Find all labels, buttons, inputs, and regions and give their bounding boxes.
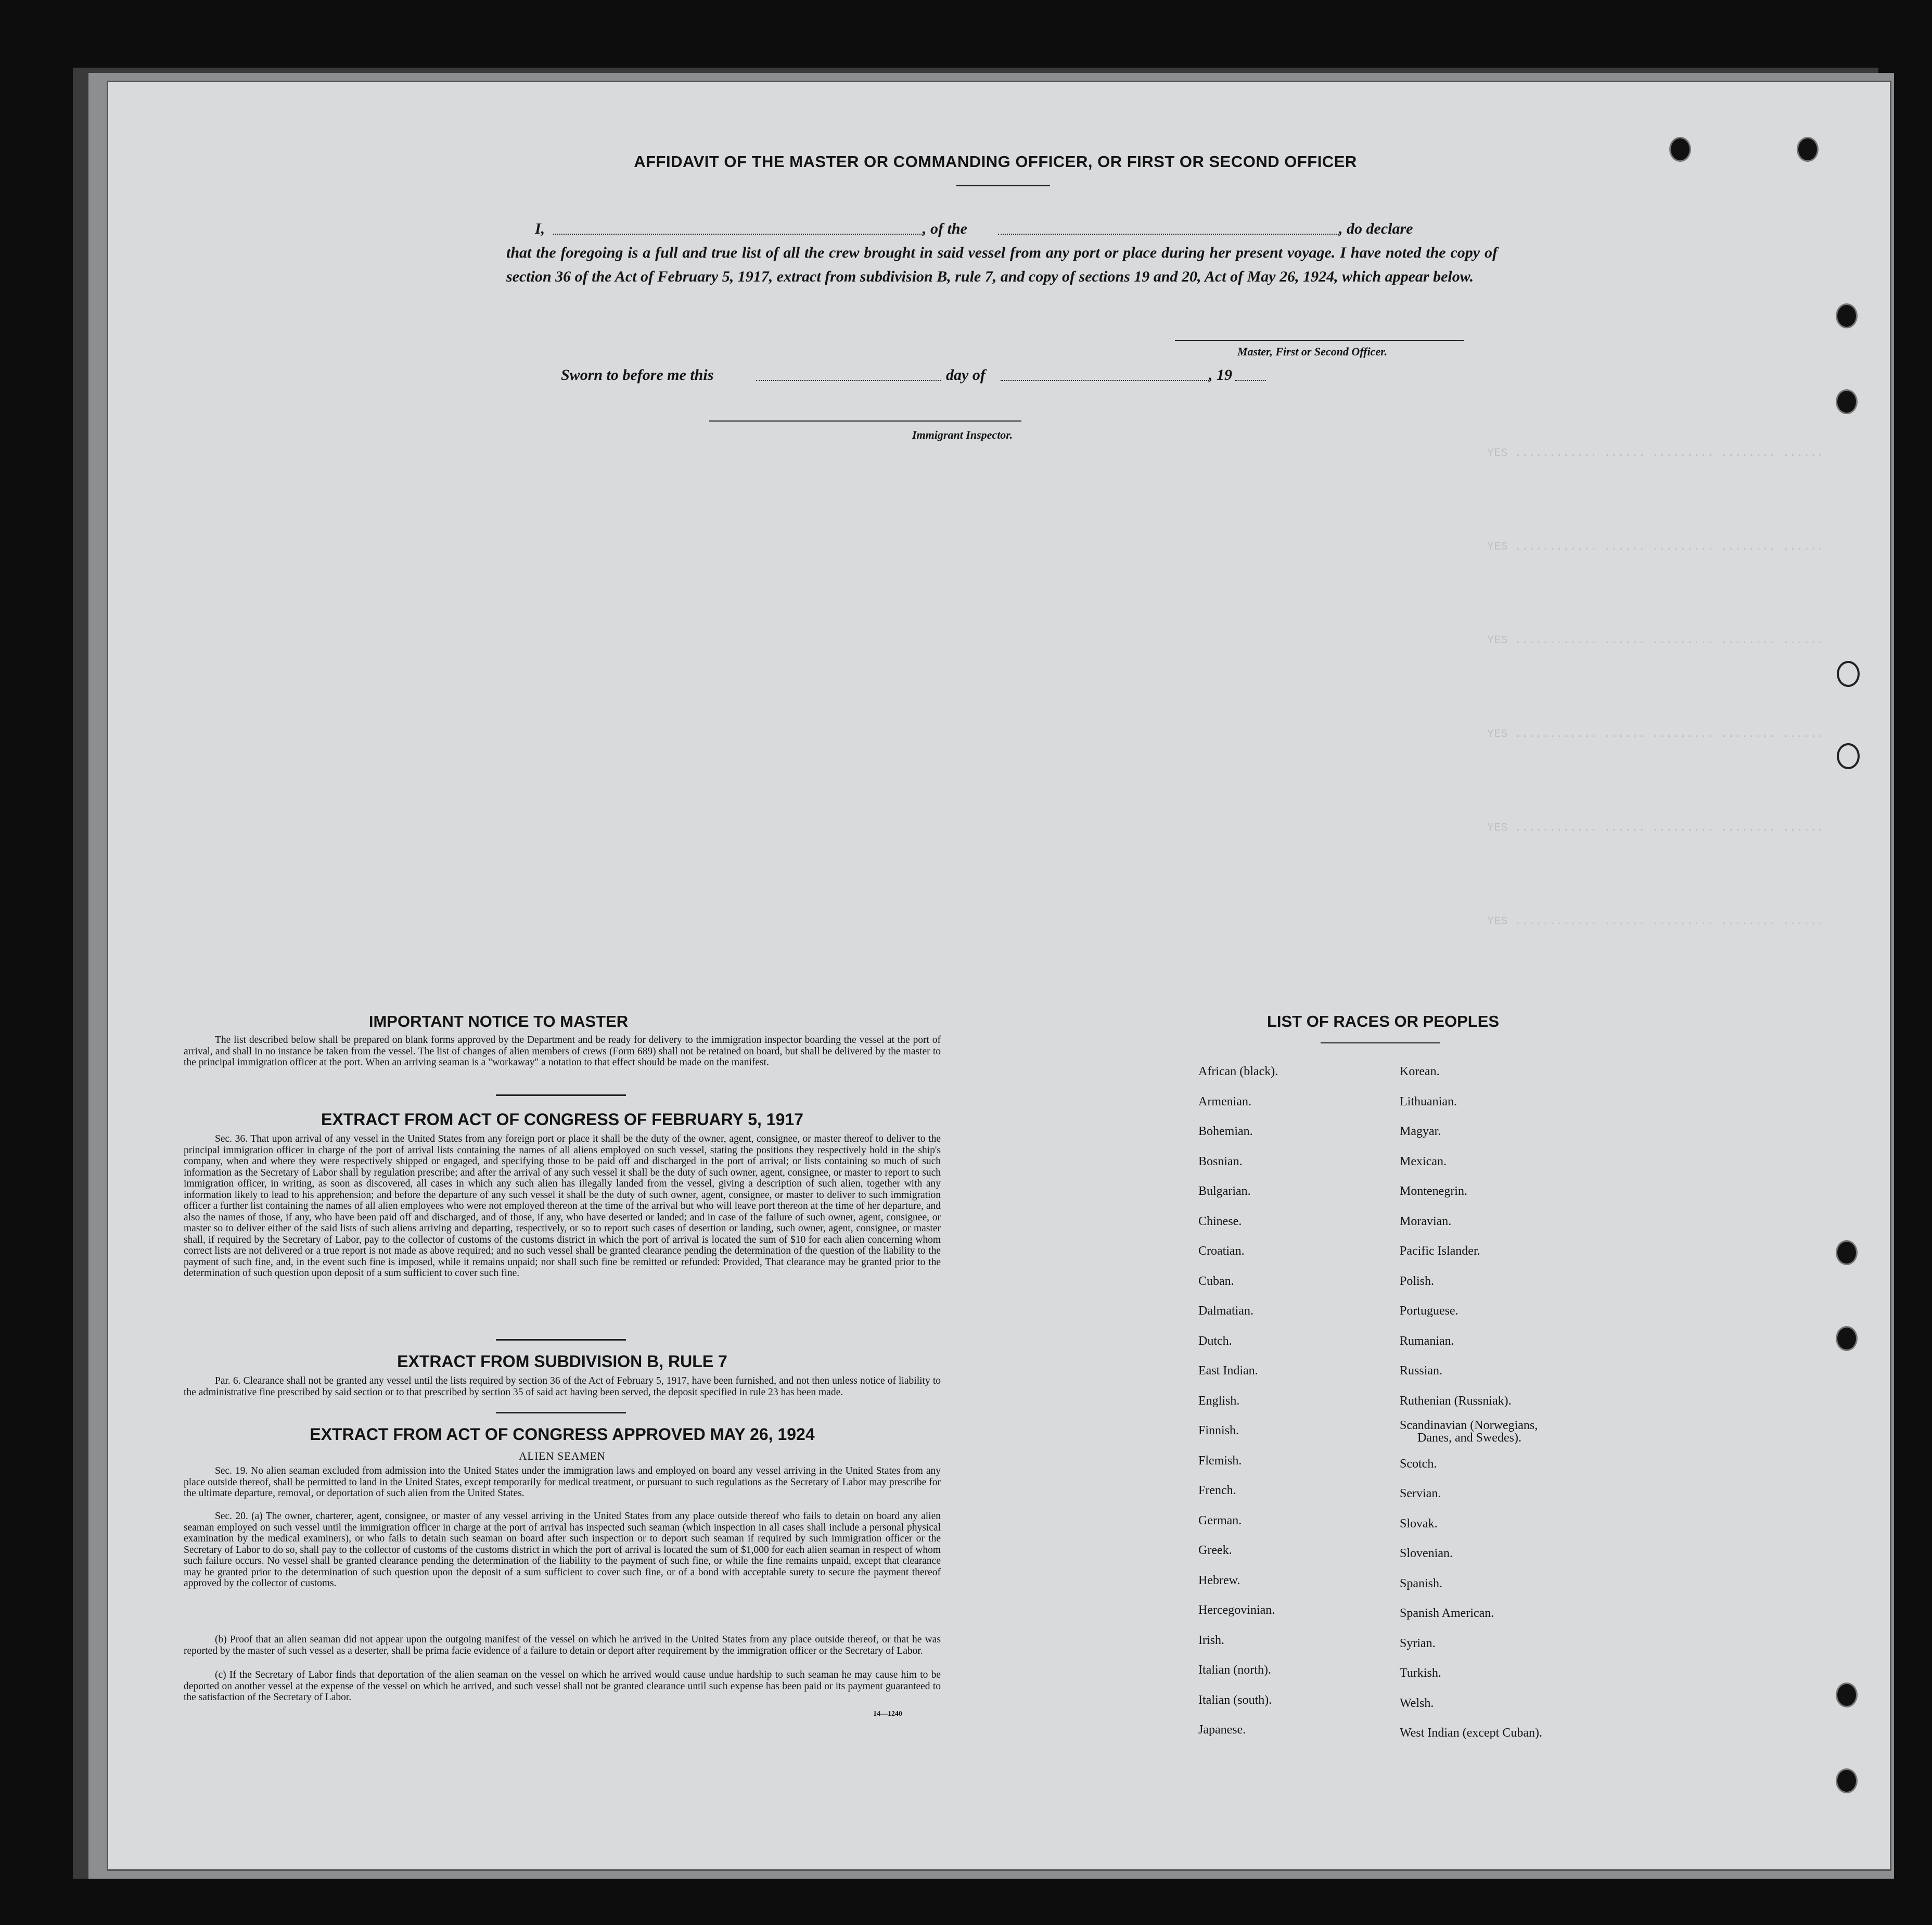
master-signature-line bbox=[1175, 340, 1464, 341]
race-item: East Indian. bbox=[1198, 1364, 1258, 1378]
punch-hole bbox=[1836, 1326, 1858, 1351]
affidavit-of-the: , of the bbox=[923, 220, 967, 237]
affidavit-title: AFFIDAVIT OF THE MASTER OR COMMANDING OFFICER, OR FIRST OR SECOND OFFICER bbox=[634, 152, 1357, 171]
race-item: French. bbox=[1198, 1484, 1236, 1497]
races-column-2 bbox=[1400, 1057, 1542, 1749]
race-item: Pacific Islander. bbox=[1400, 1244, 1480, 1258]
form-number: 14—1240 bbox=[873, 1710, 902, 1718]
document-page: YES ............ ...... ......... ........ ...... YES ............ ...... ......... ........ ...... YES ............ ...... ......... ........ ...... YES ............ ...... ......... ........ ...... YES ............ ...... ......... ........ ...... YES ............ ...... ......... ........ ...... AFFIDAVIT OF THE MASTER OR COMMANDING OFFICER, OR FIRST OR SECOND OFFICER I, , of the , do declare that the foregoing is a full and true list of all the crew brought in said vessel from any port or place during her present voyage. I have noted the copy of section 36 of the Act of February 5, 1917, extract from subdivision B, rule 7, and copy of sections 19 and 20, Act of May 26, 1924, which appear below. Master, First or Second Officer. Sworn to before me this day of , 19 Immigrant Inspector. IMPORTANT NOTICE TO MASTER The list described below shall be prepared on blank forms approved by the Department and be ready for delivery to the immigration inspector boarding the vessel at the port of arrival, and shall in no instance be taken from the vessel. The list of changes of alien members of crews (Form 689) shall not be retained on board, but shall be delivered by the master to the principal immigration officer at the port. When an arriving seaman is a "workaway" a notation to that effect should be made on the manifest. EXTRACT FROM ACT OF CONGRESS OF FEBRUARY 5, 1917 Sec. 36. That upon arrival of any vessel in the United States from any foreign port or place it shall be the duty of the owner, agent, consignee, or master thereof to deliver to the principal immigration officer in charge of the port of arrival lists containing the names of all aliens employed on such vessel, stating the positions they respectively hold in the ship's company, when and where they were respectively shipped or engaged, and specifying those to be paid off and discharged in the port of arrival; or lists containing so much of such information as the Secretary of Labor shall by regulation prescribe; and after the arrival of any such vessel it shall be the duty of such owner, agent, consignee, or master to report to such immigration officer, in writing, as soon as discovered, all cases in which any such alien has illegally landed from the vessel, giving a description of such alien, together with any information likely to lead to his apprehension; and before the departure of any such vessel it shall be the duty of such owner, agent, consignee, or master to deliver to such immigration officer a further list containing the names of all alien employees who were not employed thereon at the time of the arrival but who will leave port thereon at the time of her departure, and also the names of those, if any, who have been paid off and discharged, and of those, if any, who have deserted or landed; and in case of the failure of such owner, agent, consignee, or master so to deliver either of the said lists of such aliens arriving and departing, respectively, or so to report such cases of desertion or landing, such owner, agent, consignee, or master shall, if required by the Secretary of Labor, pay to the collector of customs of the customs district in which the port of arrival is located the sum of $10 for each alien concerning whom correct lists are not delivered or a true report is not made as above required; and no such vessel shall be granted clearance pending the determination of the question of the liability to the payment of such fine, and, in the event such fine is imposed, while it remains unpaid; nor shall such fine be remitted or refunded: Provided, That clearance may be granted prior to the determination of such question upon deposit of a sum sufficient to cover such fine. EXTRACT FROM SUBDIVISION B, RULE 7 Par. 6. Clearance shall not be granted any vessel until the lists required by section 36 of the Act of February 5, 1917, have been furnished, and not then unless notice of liability to the administrative fine prescribed by said section or to that prescribed by section 35 of said act having been served, the deposit specified in rule 23 has been made. EXTRACT FROM ACT OF CONGRESS APPROVED MAY 26, 1924 ALIEN SEAMEN Sec. 19. No alien seaman excluded from admission into the United States under the immigration laws and employed on board any vessel arriving in the United States from any place outside thereof, shall be permitted to land in the United States, except temporarily for medical treatment, or pursuant to such regulations as the Secretary of Labor may prescribe for the ultimate departure, removal, or deportation of such alien from the United States. Sec. 20. (a) The owner, charterer, agent, consignee, or master of any vessel arriving in the United States from any place outside thereof who fails to detain on board any alien seaman employed on such vessel until the immigration officer in charge at the port of arrival has inspected such seaman (which inspection in all cases shall include a personal physical examination by the medical examiners), or who fails to detain such seaman on board after such inspection or to deport such seaman if required by such immigration officer or the Secretary of Labor to do so, shall pay to the collector of customs of the customs district in which the port of arrival is located the sum of $1,000 for each alien seaman in respect of whom such failure occurs. No vessel shall be granted clearance pending the determination of the liability to the payment of such fine, or while the fine remains unpaid, except that clearance may be granted prior to the determination of such question upon the deposit of a sum sufficient to cover such fine, or of a bond with acceptable surety to secure the payment thereof approved by the collector of customs. (b) Proof that an alien seaman did not appear upon the outgoing manifest of the vessel on which he arrived in the United States from any place outside thereof, or that he was reported by the master of such vessel as a deserter, shall be prima facie evidence of a failure to detain or deport after requirement by the immigration officer or the Secretary of Labor. (c) If the Secretary of Labor finds that deportation of the alien seaman on the vessel on which he arrived would cause undue hardship to such seaman he may cause him to be deported on another vessel at the expense of the vessel on which he arrived, and such vessel shall not be granted clearance until such expense has been paid or its payment guaranteed to the satisfaction of the Secretary of Labor. 14—1240 LIST OF RACES OR PEOPLES African (black). Armenian. Bohemian. Bosnian. Bulgarian. Chinese. Croatian. Cuban. Dalmatian. Dutch. East Indian. English. Finnish. Flemish. French. German. Greek. Hebrew. Hercegovinian. Irish. Italian (north). Italian (south). Japanese. Korean. Lithuanian. Magyar. Mexican. Montenegrin. Moravian. Pacific Islander. Polish. Portuguese. Rumanian. Russian. Ruthenian (Russniak). Scandinavian (Norwegians, Danes, and Swedes). Scotch. Servian. Slovak. Slovenian. Spanish. Spanish American. Syrian. Turkish. Welsh. West Indian (except Cuban). bbox=[107, 81, 1891, 1871]
affidavit-body: that the foregoing is a full and true list of all the crew brought in said vessel from any port or place during her present voyage. I have noted the copy of section 36 of the Act of February 5, 1917, extract from subdivision B, rule 7, and copy of sections 19 and 20, Act of May 26, 1924, which appear below. bbox=[506, 244, 1498, 285]
race-item: Greek. bbox=[1198, 1544, 1232, 1557]
vessel-blank bbox=[998, 234, 1339, 235]
race-item: Flemish. bbox=[1198, 1454, 1242, 1468]
punch-hole bbox=[1836, 303, 1858, 328]
race-item: Magyar. bbox=[1400, 1125, 1441, 1138]
master-signature-label: Master, First or Second Officer. bbox=[1237, 345, 1388, 358]
sworn-text: Sworn to before me this bbox=[561, 366, 714, 384]
affidavit-first-line bbox=[506, 217, 1604, 241]
race-item: Bulgarian. bbox=[1198, 1184, 1251, 1198]
inspector-label: Immigrant Inspector. bbox=[912, 428, 1013, 441]
rule7-text: Par. 6. Clearance shall not be granted any vessel until the lists required by section 36 of the Act of February 5, 1917, have been furnished, and not then unless notice of liability to the administrative fine prescribed by said section or to that prescribed by section 35 of said act having been served, the deposit specified in rule 23 has been made. bbox=[184, 1375, 941, 1398]
race-item: Bosnian. bbox=[1198, 1154, 1243, 1168]
sworn-line bbox=[506, 363, 1604, 387]
punch-hole bbox=[1669, 137, 1691, 162]
race-item: Hebrew. bbox=[1198, 1573, 1240, 1587]
race-item: Irish. bbox=[1198, 1633, 1224, 1647]
race-item: Croatian. bbox=[1198, 1244, 1245, 1258]
rule7-rule bbox=[496, 1412, 626, 1413]
sworn-day-blank bbox=[756, 380, 941, 381]
race-item: Syrian. bbox=[1400, 1636, 1436, 1650]
affidavit-text bbox=[506, 217, 1604, 289]
race-item: Turkish. bbox=[1400, 1666, 1441, 1680]
race-item: Korean. bbox=[1400, 1065, 1440, 1078]
race-item: Cuban. bbox=[1198, 1274, 1234, 1288]
race-item: Rumanian. bbox=[1400, 1334, 1454, 1348]
race-item: Scandinavian (Norwegians, Danes, and Swedes). bbox=[1400, 1416, 1542, 1449]
notice-rule bbox=[496, 1094, 626, 1096]
punch-hole bbox=[1836, 389, 1858, 414]
extract-1924-sec20c: (c) If the Secretary of Labor finds that deportation of the alien seaman on the vessel on which he arrived would cause undue hardship to such seaman he may cause him to be deported on another vessel at the expense of the vessel on which he arrived, and such vessel shall not be granted clearance until such expense has been paid or its payment guaranteed to the satisfaction of the Secretary of Labor. bbox=[184, 1669, 941, 1703]
punch-hole bbox=[1837, 661, 1860, 687]
inspector-signature-line bbox=[709, 420, 1021, 422]
race-item: Slovenian. bbox=[1400, 1547, 1453, 1560]
rule7-title: EXTRACT FROM SUBDIVISION B, RULE 7 bbox=[397, 1352, 727, 1371]
race-item: Lithuanian. bbox=[1400, 1094, 1457, 1108]
race-item: Dutch. bbox=[1198, 1334, 1232, 1348]
punch-hole bbox=[1797, 137, 1819, 162]
race-item: Polish. bbox=[1400, 1274, 1435, 1288]
sworn-year: , 19 bbox=[1209, 366, 1232, 384]
sworn-year-blank bbox=[1235, 380, 1266, 381]
race-item: Dalmatian. bbox=[1198, 1304, 1253, 1318]
name-blank bbox=[553, 234, 923, 235]
race-item: Servian. bbox=[1400, 1487, 1441, 1500]
race-item: Portuguese. bbox=[1400, 1304, 1458, 1318]
extract-1924-title: EXTRACT FROM ACT OF CONGRESS APPROVED MAY 26, 1924 bbox=[310, 1425, 815, 1444]
race-item: German. bbox=[1198, 1513, 1242, 1527]
race-item: African (black). bbox=[1198, 1065, 1278, 1078]
race-item: Hercegovinian. bbox=[1198, 1603, 1275, 1617]
notice-title: IMPORTANT NOTICE TO MASTER bbox=[368, 1012, 629, 1030]
extract-1924-subtitle: ALIEN SEAMEN bbox=[519, 1450, 606, 1462]
race-item: Chinese. bbox=[1198, 1214, 1242, 1228]
race-item: Montenegrin. bbox=[1400, 1184, 1467, 1198]
race-item: Italian (south). bbox=[1198, 1693, 1272, 1707]
race-item: West Indian (except Cuban). bbox=[1400, 1726, 1542, 1740]
sworn-month-blank bbox=[1001, 380, 1209, 381]
sworn-day-of: day of bbox=[946, 366, 986, 384]
extract-1917-rule bbox=[496, 1339, 626, 1341]
race-item: Russian. bbox=[1400, 1364, 1443, 1378]
races-title: LIST OF RACES OR PEOPLES bbox=[1266, 1012, 1500, 1030]
race-item: Moravian. bbox=[1400, 1214, 1452, 1228]
races-column-1 bbox=[1198, 1057, 1278, 1745]
race-item: Italian (north). bbox=[1198, 1663, 1271, 1677]
race-item: Spanish. bbox=[1400, 1576, 1443, 1590]
race-item: Bohemian. bbox=[1198, 1125, 1253, 1138]
race-item: Finnish. bbox=[1198, 1424, 1239, 1437]
extract-1924-sec20b: (b) Proof that an alien seaman did not appear upon the outgoing manifest of the vessel on which he arrived in the United States from any place outside thereof, or that he was reported by the master of such vessel as a deserter, shall be prima facie evidence of a failure to detain or deport after requirement by the immigration officer or the Secretary of Labor. bbox=[184, 1634, 941, 1656]
race-item-continuation: Danes, and Swedes). bbox=[1417, 1431, 1521, 1445]
race-item: Slovak. bbox=[1400, 1516, 1438, 1531]
race-item: English. bbox=[1198, 1394, 1240, 1408]
race-item: Scotch. bbox=[1400, 1457, 1437, 1471]
extract-1924-sec19: Sec. 19. No alien seaman excluded from admission into the United States under the immigration laws and employed on board any vessel arriving in the United States from any place outside thereof, shall be permitted to land in the United States, except temporarily for medical treatment, or pursuant to such regulations as the Secretary of Labor may prescribe for the ultimate departure, removal, or deportation of such alien from the United States. bbox=[184, 1465, 941, 1499]
notice-text: The list described below shall be prepared on blank forms approved by the Department and be ready for delivery to the immigration inspector boarding the vessel at the port of arrival, and shall in no instance be taken from the vessel. The list of changes of alien members of crews (Form 689) shall not be retained on board, but shall be delivered by the master to the principal immigration officer at the port. When an arriving seaman is a "workaway" a notation to that effect should be made on the manifest. bbox=[184, 1035, 941, 1068]
punch-hole bbox=[1836, 1682, 1858, 1707]
race-item: Armenian. bbox=[1198, 1094, 1251, 1108]
race-item: Ruthenian (Russniak). bbox=[1400, 1394, 1512, 1408]
affidavit-declare: , do declare bbox=[1339, 220, 1413, 237]
extract-1917-title: EXTRACT FROM ACT OF CONGRESS OF FEBRUARY 5, 1917 bbox=[321, 1110, 803, 1129]
affidavit-i: I, bbox=[535, 220, 545, 237]
punch-hole bbox=[1836, 1768, 1858, 1793]
race-item: Welsh. bbox=[1400, 1696, 1434, 1710]
race-item: Japanese. bbox=[1198, 1723, 1246, 1737]
race-item: Mexican. bbox=[1400, 1154, 1447, 1168]
races-title-rule bbox=[1321, 1042, 1440, 1043]
extract-1924-sec20a: Sec. 20. (a) The owner, charterer, agent, consignee, or master of any vessel arriving in the United States from any place outside thereof who fails to detain on board any alien seaman employed on such vessel until the immigration officer in charge at the port of arrival has inspected such seaman (which inspection in all cases shall include a personal physical examination by the medical examiners), or who fails to detain such seaman on board after such inspection or to deport such seaman if required by such immigration officer or the Secretary of Labor to do so, shall pay to the collector of customs of the customs district in which the port of arrival is located the sum of $1,000 for each alien seaman in respect of whom such failure occurs. No vessel shall be granted clearance pending the determination of the liability to the payment of such fine, or while the fine remains unpaid, except that clearance may be granted prior to the determination of such question upon the deposit of a sum sufficient to cover such fine, or of a bond with acceptable surety to secure the payment thereof approved by the collector of customs. bbox=[184, 1511, 941, 1589]
extract-1917-text: Sec. 36. That upon arrival of any vessel in the United States from any foreign port or place it shall be the duty of the owner, agent, consignee, or master thereof to deliver to the principal immigration officer in charge of the port of arrival lists containing the names of all aliens employed on such vessel, stating the positions they respectively hold in the ship's company, when and where they were respectively shipped or engaged, and specifying those to be paid off and discharged in the port of arrival; or lists containing so much of such information as the Secretary of Labor shall by regulation prescribe; and after the arrival of any such vessel it shall be the duty of such owner, agent, consignee, or master to report to such immigration officer, in writing, as soon as discovered, all cases in which any such alien has illegally landed from the vessel, giving a description of such alien, together with any information likely to lead to his apprehension; and before the departure of any such vessel it shall be the duty of such owner, agent, consignee, or master to deliver to such immigration officer a further list containing the names of all alien employees who were not employed thereon at the time of the arrival but who will leave port thereon at the time of her departure, and also the names of those, if any, who have been paid off and discharged, and of those, if any, who have deserted or landed; and in case of the failure of such owner, agent, consignee, or master so to deliver either of the said lists of such aliens arriving and departing, respectively, or so to report such cases of desertion or landing, such owner, agent, consignee, or master shall, if required by the Secretary of Labor, pay to the collector of customs of the customs district in which the port of arrival is located the sum of $10 for each alien concerning whom correct lists are not delivered or a true report is not made as above required; and no such vessel shall be granted clearance pending the determination of the question of the liability to the payment of such fine, and, in the event such fine is imposed, while it remains unpaid; nor shall such fine be remitted or refunded: Provided, That clearance may be granted prior to the determination of such question upon deposit of a sum sufficient to cover such fine. bbox=[184, 1133, 941, 1279]
punch-hole bbox=[1837, 743, 1860, 769]
punch-hole bbox=[1836, 1240, 1858, 1265]
affidavit-title-rule bbox=[956, 185, 1050, 186]
race-item: Spanish American. bbox=[1400, 1607, 1494, 1620]
